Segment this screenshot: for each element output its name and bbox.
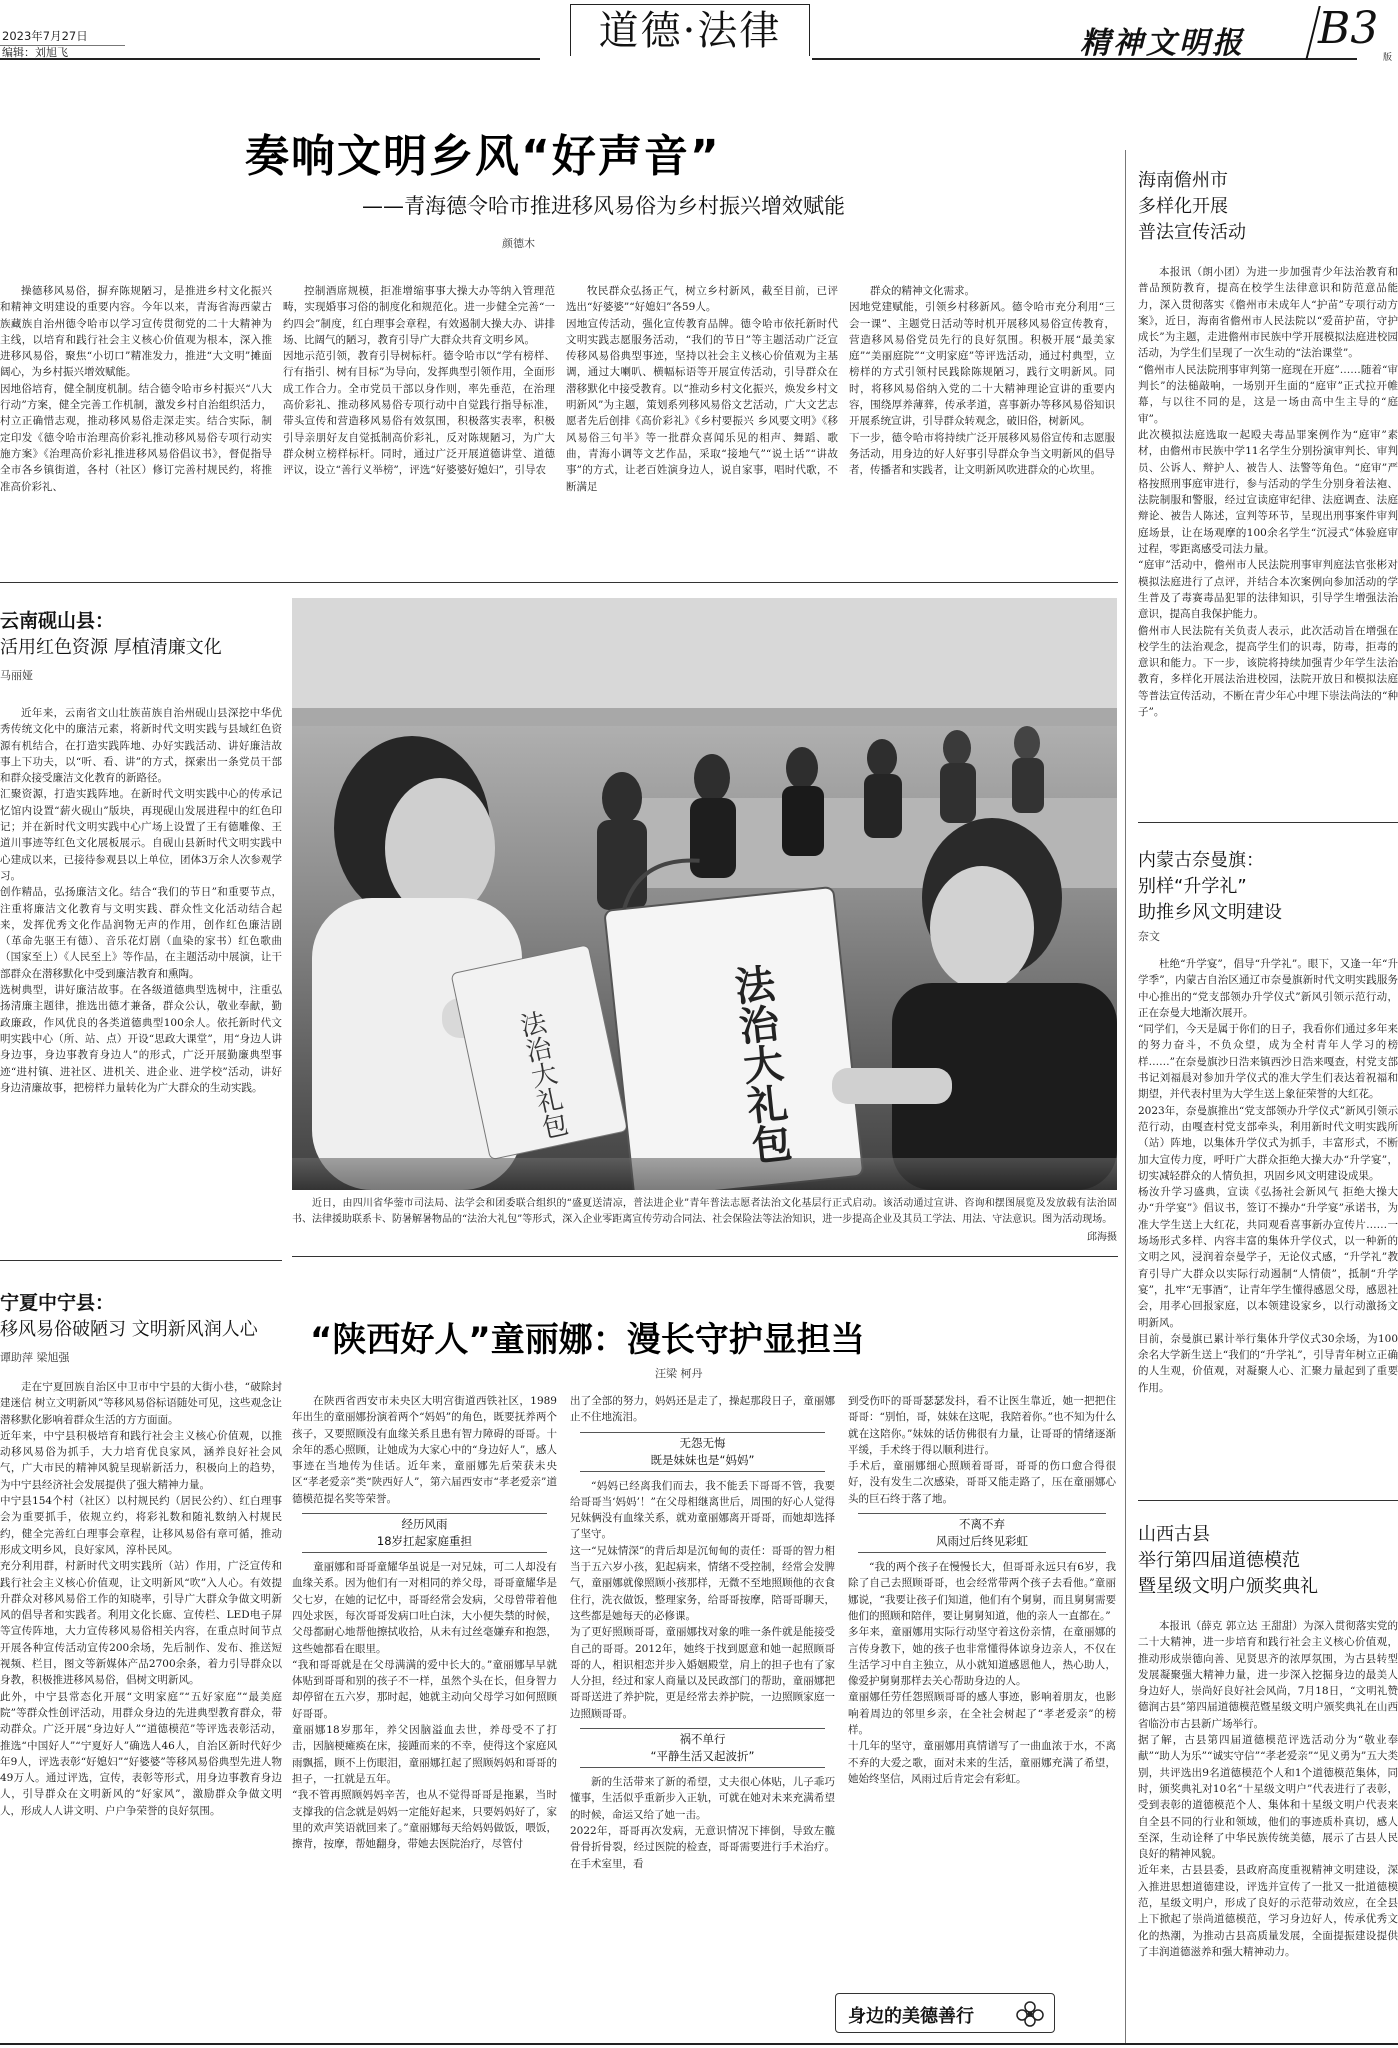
zhongning-subtitle: 移风易俗破陋习 文明新风润人心 — [0, 1319, 258, 1340]
news-photo — [292, 598, 1117, 1190]
danzhou-title-2: 多样化开展 — [1138, 196, 1228, 217]
column-label: 身边的美德善行 — [848, 2006, 974, 2027]
banner-notch-left — [540, 0, 570, 64]
right-story-naiman — [1138, 848, 1398, 1508]
feature-subhead-4: 不离不弃 风雨过后终见彩虹 — [858, 1513, 1106, 1553]
guxian-title-2: 举行第四届道德模范 — [1138, 1550, 1300, 1571]
masthead — [0, 0, 1398, 63]
main-col-1: 操德移风易俗，摒弃陈规陋习，是推进乡村文化振兴和精神文明建设的重要内容。今年以来，青海省海西蒙古族藏族自治州德令哈市以学习宣传贯彻党的二十大精神为主线，以培育和践行社会主义核心价值观为根本，深入推进移风易俗，聚焦“小切口”精准发力，推进“大文明”摊面阔心，为乡村振兴增效赋能。 因地俗培育，健全制度机制。结合德令哈市乡村振兴“八大行动”方案，健全完善工作机制，激发乡村自治组织活力，村立正确惜志观，推动移风易俗走深走实。结合实际，制定印发《德令哈市治理高价彩礼推动移风易俗专项行动实施方案》《治理高价彩礼推进移风易俗倡议书》，督促指导全市各乡镇街道，各村（社区）修订完善村规民约，将推准高价彩礼、 — [0, 285, 272, 493]
right-divider-2 — [1138, 1500, 1398, 1501]
bag-text-small: 法治大礼包 — [513, 1008, 570, 1142]
issue-date: 2023年7月27日 — [2, 29, 88, 43]
paper-name: 精神文明报 — [1080, 26, 1245, 61]
naiman-title-3: 助推乡风文明建设 — [1138, 902, 1282, 923]
guxian-title-1: 山西古县 — [1138, 1524, 1210, 1545]
main-title: 奏响文明乡风“好声音” — [245, 131, 721, 182]
yanshan-title: 云南砚山县： — [0, 610, 115, 632]
yanshan-author: 马丽娅 — [0, 669, 33, 682]
danzhou-body: 本报讯（朗小团）为进一步加强青少年法治教育和普品预防教育，提高在校学生法律意识和防范意品能力，深入贯彻落实《儋州市未成年人“护苗”专项行动方案》，近日，海南省儋州市人民法院以“爱苗护苗，守护成长”为主题，走进儋州市民族中学开展模拟法庭进校园活动，为学生们呈现了一次生动的“法治课堂”。 “儋州市人民法院刑事审判第一庭现在开庭”……随着“审判长”的法槌敲响，一场别开生面的“庭审”正式拉开帷幕，与以往不同的是，这是一场由高中生主导的“庭审”。 此次模拟法庭选取一起殴夫毒品罪案例作为“庭审”素材，由儋州市民族中学11名学生分别扮演审判长、审判员、公诉人、辩护人、被告人、法警等角色。“庭审”严格按照刑事庭审进行，参与活动的学生分别身着法袍、法院制服和警服，经过宣读庭审纪律、法庭调查、法庭辩论、被告人陈述，宣判等环节，呈现出刑事案件审判庭场景，让在场观摩的100余名学生“沉浸式”体验庭审过程，零距离感受司法力量。 “庭审”活动中，儋州市人民法院刑事审判庭法官张彬对模拟法庭进行了点评，并结合本次案例向参加活动的学生普及了毒赛毒品犯罪的法律知识，引导学生增强法治意识，提高自我保护能力。 儋州市人民法院有关负责人表示，此次活动旨在增强在校学生的法治观念，提高学生们的识毒，防毒，拒毒的意识和能力。下一步，该院将持续加强青少年学生法治教育，多样化开展法治进校园，法院开放日和模拟法庭等普法宣传活动，不断在青少年心中埋下崇法尚法的“种子”。 — [1138, 266, 1398, 719]
main-col-3: 牧民群众弘扬正气，树立乡村新风，截至目前，已评选出“好婆婆”“好媳妇”各59人。 因地宣传活动，强化宣传教育品牌。德令哈市依托新时代文明实践志愿服务活动，“我们的节日”等主题活动广泛宣传移风易俗典型事迹，坚持以社会主义核心价值观为主基调，通过大喇叭、横幅标语等开展宣传活动，引导群众在潜移默化中接受教育。以“推动乡村文化振兴，焕发乡村文明新风”为主题，策划系列移风易俗文艺活动，广大文艺志愿者先后创排《高价彩礼》《乡村要振兴 乡风要文明》《移风易俗三句半》等一批群众喜闻乐见的相声、舞蹈、歌曲，青海小调等文艺作品，采取“接地气”“说土话”“讲故事”的方式，让老百姓演身边人，说自家事，唱时代歌，不断满足 — [566, 285, 838, 493]
zhongning-title: 宁夏中宁县： — [0, 1292, 115, 1314]
photo-ceiling — [292, 598, 1117, 718]
section-title: 道德·法律 — [598, 8, 782, 54]
right-story-danzhou — [1138, 168, 1398, 818]
bag-text-main: 法治大礼包 — [726, 962, 795, 1166]
naiman-author: 奈文 — [1138, 930, 1160, 943]
feature-col-2: 出了全部的努力，妈妈还是走了，操起那段日子，童丽娜止不住地流泪。 无怨无悔 既是妹妹也是“妈妈” “妈妈已经离我们而去，我不能丢下哥哥不管，我要给哥哥当‘妈妈’！”在父母相继离世后，周围的好心人觉得兄妹俩没有血缘关系，就劝童丽娜离开哥哥，而她却选择了坚守。 这一“兄妹情深”的背后却是沉甸甸的责任：哥哥的智力相当于五六岁小孩，犯起病来，情绪不受控制，经常会发脾气，童丽娜就像照顾小孩那样，无微不至地照顾他的衣食住行，洗衣做饭，整理家务，给哥哥按摩，陪哥哥聊天，这些都是她每天的必修课。 为了更好照顾哥哥，童丽娜找对象的唯一条件就是能接受自己的哥哥。2012年，她终于找到愿意和她一起照顾哥哥的人，相识相恋并步入婚姻殿堂，肩上的担子也有了家人分担，经过和家人商量以及民政部门的帮助，童丽娜把哥哥送进了养护院，更是经常去养护院，一边照顾家庭一边照顾哥哥。 祸不单行 “平静生活又起波折” 新的生活带来了新的希望，丈夫很心体贴，儿子乖巧懂事，生活似乎重新步入正轨，可就在她对未来充满希望的时候，命运又给了她一击。 2022年，哥哥再次发病，无意识情况下摔倒，导致左髋骨骨折骨裂，经过医院的检查，哥哥需要进行手术治疗。在手术室里，看 — [570, 1395, 835, 1870]
guxian-title-3: 暨星级文明户颁奖典礼 — [1138, 1576, 1318, 1597]
main-author: 颜德木 — [502, 237, 535, 250]
masthead-rule-left — [0, 58, 540, 60]
main-col-4: 群众的精神文化需求。 因地党建赋能，引领乡村移新风。德令哈市充分利用“三会一课”、主题党日活动等时机开展移风易俗宣传教育，营造移风易俗党员先行的良好氛围。积极开展“最美家庭”“美丽庭院”“文明家庭”等评选活动，通过村典型，立榜样的方式引领村民践除陈规陋习，践行文明新风。同时，将移风易俗纳入党的二十大精神理论宣讲的重要内容，围绕厚养薄葬，传承孝道，喜事新办等移风易俗知识开展系统宣讲，引导群众转观念，破旧俗，树新风。 下一步，德令哈市将持续广泛开展移风易俗宣传和志愿服务活动，用身边的好人好事引导群众争当文明新风的倡导者，传播者和实践者，让文明新风吹进群众的心坎里。 — [849, 285, 1115, 477]
left-story-zhongning — [0, 1290, 282, 2040]
yanshan-subtitle: 活用红色资源 厚植清廉文化 — [0, 637, 222, 658]
main-col-2: 控制酒席规模，拒准增缩事事大操大办等纳入管理范畴，实现婚事习俗的制度化和规范化。进一步健全完善“一约四会”制度，红白理事会章程，有效遏制大操大办、讲排场、比阔气的陋习，教育引导广大群众共育文明乡风。 因地示范引领，教育引导树标杆。德令哈市以“学有榜样、行有指引、树有目标”为导向，发挥典型引领作用，全面形成工作合力。全市党员干部以身作则，率先垂范，在治理高价彩礼、推动移风易俗专项行动中自觉践行指导标准，带头宣传和营造移风易俗有效氛围，积极落实表率，积极引导亲朋好友自觉抵制高价彩礼，反对陈规陋习，为广大群众树立榜样标杆。同时，通过广泛开展道德讲堂、道德评议，设立“善行义举榜”，评选“好婆婆好媳妇”，引导农 — [283, 285, 555, 477]
left-story-divider — [0, 1260, 282, 1261]
left-story-yanshan — [0, 608, 282, 1243]
main-article-bottom-rule — [0, 582, 1118, 583]
page-suffix: 版 — [1383, 53, 1393, 63]
photo-credit: 邱海摄 — [1087, 1232, 1117, 1243]
section-banner — [540, 0, 840, 64]
right-divider-1 — [1138, 822, 1398, 823]
feature-subhead-3: 祸不单行 “平静生活又起波折” — [580, 1728, 825, 1768]
naiman-body: 杜绝“升学宴”，倡导“升学礼”。眼下，又逢一年“升学季”，内蒙古自治区通辽市奈曼旗新时代文明实践服务中心推出的“党支部领办升学仪式”新风引领示范行动，正在奈曼大地渐次展开。 “同学们，今天是属于你们的日子，我看你们通过多年来的努力奋斗，不负众望，成为全村青年人学习的榜样……”在奈曼旗沙日浩来镇西沙日浩来嘎查，村党支部书记刘福晨对参加升学仪式的准大学生们表达着祝福和期望，并代表村里为大学生送上象征荣誉的大红花。 2023年，奈曼旗推出“党支部领办升学仪式”新风引领示范行动，由嘎查村党支部牵头，利用新时代文明实践所（站）阵地，以集体升学仪式为抓手，丰富形式，不断加大宣传力度，呼吁广大群众拒绝大操大办“升学宴”，切实减轻群众的人情负担，巩固乡风文明建设成果。 杨汝升学习盛典，宣读《弘扬社会新风气 拒绝大操大办“升学宴”》倡议书，签订不操办“升学宴”承诺书，为准大学生送上大红花，共同观看喜事新办宣传片……一场场形式多样、内容丰富的集体升学仪式，以一种新的文明之风，浸润着奈曼学子，无论仪式感，“升学礼”教育引导广大群众以实际行动遏制“人情债”，抵制“升学宴”，扎牢“无事酒”，让青年学生懂得感恩父母，感恩社会，用孝心回报家庭，以本领建设家乡，以行动激扬文明新风。 目前，奈曼旗已累计举行集体升学仪式30余场，为100余名大学新生送上“我们的“升学礼”，引导青年树立正确的人生观，价值观，对凝聚人心、汇聚力量起到了重要作用。 — [1138, 958, 1398, 1394]
feature-col-3: 到受伤吓的哥哥瑟瑟发抖，看不让医生靠近，她一把把住哥哥：“别怕，哥，妹妹在这呢，我陪着你。”也不知为什么就在这陪你。”妹妹的话仿佛很有力量，让哥哥的情绪逐渐平缓，手术终于得以顺利进行。 手术后，童丽娜细心照顾着哥哥，哥哥的伤口愈合得很好，没有发生二次感染，哥哥又能走路了，压在童丽娜心头的巨石终于落了地。 不离不弃 风雨过后终见彩虹 “我的两个孩子在慢慢长大，但哥哥永远只有6岁，我除了自己去照顾哥哥，也会经常带两个孩子去看他。”童丽娜说，“我要让孩子们知道，他们有个舅舅，而且舅舅需要他们的照顾和陪伴，要让舅舅知道，他的亲人一直都在。” 多年来，童丽娜用实际行动坚守着这份亲情，在童丽娜的言传身教下，她的孩子也非常懂得体谅身边亲人，不仅在生活学习中自主独立，从小就知道感恩他人，热心助人，像爱护舅舅那样去关心帮助身边的人。 童丽娜任劳任怨照顾哥哥的感人事迹，影响着朋友，也影响着周边的邻里乡亲，在全社会树起了“孝老爱亲”的榜样。 十几年的坚守，童丽娜用真情谱写了一曲血浓于水，不离不弃的大爱之歌，面对未来的生活，童丽娜充满了希望，她始终坚信，风雨过后肯定会有彩虹。 — [848, 1395, 1116, 1785]
feature-col-1: 在陕西省西安市未央区大明宫街道西铁社区，1989年出生的童丽娜扮演着两个“妈妈”的角色，既要抚养两个孩子，又要照顾没有血缘关系且患有智力障碍的哥哥。十余年的悉心照顾，让她成为大家心中的“身边好人”，感人事迹在当地传为佳话。近年来，童丽娜先后荣获未央区“孝老爱亲”类“陕西好人”，第六届西安市“孝老爱亲”道德模范提名奖等荣誉。 经历风雨 18岁扛起家庭重担 童丽娜和哥哥童耀华虽说是一对兄妹，可二人却没有血缘关系。因为他们有一对相同的养父母，哥哥童耀华是父七岁，在她的记忆中，哥哥经常会发病，父母曾带着他四处求医，每次哥哥发病口吐白沫，大小便失禁的时候，父母都耐心地帮他擦拭收拾，从未有过丝毫嫌弃和抱怨，这些她都看在眼里。 “我和哥哥就是在父母满满的爱中长大的。”童丽娜早早就体贴到哥哥和别的孩子不一样，虽然个头在长，但身智力却停留在五六岁，那时起，她就主动向父母学习如何照顾好哥哥。 童丽娜18岁那年，养父因脑溢血去世，养母受不了打击，因脑梗瘫痪在床，接踵而来的不幸，使得这个家庭风雨飘摇，顾不上伤眼泪，童丽娜扛起了照顾妈妈和哥哥的担子，一扛就是五年。 “我不管再照顾妈妈辛苦，也从不觉得哥哥是拖累，当时支撑我的信念就是妈妈一定能好起来，只要妈妈好了，家里的欢声笑语就回来了。”童丽娜每天给妈妈做饭，喂饭，擦背，按摩，帮她翻身，带她去医院治疗，尽管付 — [292, 1395, 557, 1851]
right-story-guxian — [1138, 1522, 1398, 2042]
main-article — [0, 110, 1118, 580]
zhongning-body: 走在宁夏回族自治区中卫市中宁县的大街小巷，“破除封建迷信 树立文明新风”等移风易俗标语随处可见，这些观念让潜移默化影响着群众生活的方方面面。 近年来，中宁县积极培育和践行社会主义核心价值观，以推动移风易俗为抓手，大力培育优良家风，涵养良好社会风气，广大市民的精神风貌呈现崭新活力，积极向上的趋势，为中宁县经济社会发展提供了强大精神力量。 中宁县154个村（社区）以村规民约（居民公约）、红白理事会为重要抓手，依规立约，将彩礼数和随礼数纳入村规民约，健全完善红白理事会章程，让移风易俗有章可循，推动形成文明乡风，良好家风，淳朴民风。 充分利用群，村新时代文明实践所（站）作用，广泛宣传和践行社会主义核心价值观，让文明新风“吹”入人心。有效提升群众对移风易俗工作的知晓率，引导广大群众争做文明新风的倡导者和实践者。利用文化长廊、宣传栏、LED电子屏等宣传阵地，大力宣传移风易俗相关内容，在重点时间节点开展各种宣传活动宣传200余场，先后制作、发布、推送短视频、栏目，图文等新媒体产品2700余条，着力引导群众以身教，积极推进移风易俗，倡树文明新风。 此外，中宁县常态化开展“文明家庭”“五好家庭”“最美庭院”等群众性创评活动，用群众身边的先进典型教育群众，带动群众。广泛开展“身边好人”“道德模范”等评选表彰活动，推选“中国好人”“宁夏好人”确选人46人，自治区新时代好少年9人，评选表彰“好媳妇”“好婆婆”等移风易俗典型先进人物49万人。通过评选，宣传，表彰等形式，用身边事教育身边人，引导群众在文明新风的“好家风”，激励群众争做文明人，形成人人讲文明、户户争荣誉的良好氛围。 — [0, 1381, 282, 1817]
feature-title: “陕西好人”童丽娜：漫长守护显担当 — [310, 1320, 865, 1360]
yanshan-body: 近年来，云南省文山壮族苗族自治州砚山县深挖中华优秀传统文化中的廉洁元素，将新时代文明实践与县域红色资源有机结合，在打造实践阵地、办好实践活动、讲好廉洁故事上下功夫，以“听、看、讲”的方式，探索出一条党员干部和群众接受廉洁文化教育的新路径。 汇聚资源，打造实践阵地。在新时代文明实践中心的传承记忆馆内设置“薪火砚山”版块，再现砚山发展进程中的红色印记；并在新时代文明实践中心广场上设置了王有德雕像、王道川事迹等红色文化展板展示。自砚山县新时代文明实践中心建成以来，已接待参观县以上单位，团体3万余人次参观学习。 创作精品，弘扬廉洁文化。结合“我们的节日”和重要节点，注重将廉洁文化教育与文明实践、群众性文化活动结合起来，发挥优秀文化作品润物无声的作用，创作红色廉洁剧（革命先驱王有德）、音乐花灯剧（血染的家书）红色歌曲（国家至上）《人民至上》等作品，在主题活动中展演，让干部群众在潜移默化中受到廉洁教育和熏陶。 选树典型，讲好廉洁故事。在各级道德典型选树中，注重弘扬清廉主题律，推选出德才兼备，群众公认，敬业奉献，勤政廉政，作风优良的各类道德典型100余人。依托新时代文明实践中心（所、站、点）开设“思政大课堂”，用“身边人讲身边事，身边事教育身边人”的形式，广泛开展勤廉典型事迹“进村镇、进社区、进机关、进企业、进学校”活动，讲好身边清廉故事，把榜样力量转化为广大群众的生动实践。 — [0, 707, 282, 1094]
right-column-divider — [1125, 150, 1126, 2045]
flower-ornament-icon — [1012, 1997, 1048, 2031]
naiman-title-1: 内蒙古奈曼旗： — [1138, 850, 1264, 871]
page-bottom-rule — [0, 2043, 1398, 2045]
feature-subhead-2: 无怨无悔 既是妹妹也是“妈妈” — [580, 1432, 825, 1472]
photo-bottom-rule — [292, 1256, 1118, 1257]
main-subtitle: ——青海德令哈市推进移风易俗为乡村振兴增效赋能 — [362, 194, 845, 218]
feature-subhead-1: 经历风雨 18岁扛起家庭重担 — [302, 1513, 547, 1553]
editor-credit: 编辑：刘旭飞 — [2, 46, 68, 59]
column-label-box — [835, 1993, 1055, 2033]
guxian-body: 本报讯（薛克 郭立达 王甜甜）为深入贯彻落实党的二十大精神，进一步培育和践行社会主义核心价值观，推动形成崇德向善、见贤思齐的浓厚氛围，为古县转型发展凝聚强大精神力量，进一步深入挖掘身边的最美人身边好人，崇尚好良好社会风尚，7月18日，“文明礼赞 德润古县”第四届道德模范暨星级文明户颁奖典礼在山西省临汾市古县新广场举行。 据了解，古县第四届道德模范评选活动分为“敬业奉献”“助人为乐”“诚实守信”“孝老爱亲”“见义勇为”五大类别，共评选出9名道德模范个人和1个道德模范集体，同时，颁奖典礼对10名“十星级文明户”代表进行了表彰，受到表彰的道德模范个人、集体和十星级文明户代表来自全县不同的行业和领域，他们的事迹质朴真切，感人至深，生动诠释了中华民族传统美德，展示了古县人民良好的精神风貌。 近年来，古县县委，县政府高度重视精神文明建设，深入推进思想道德建设，评选并宣传了一批又一批道德模范，星级文明户，形成了良好的示范带动效应，在全县上下掀起了崇尚道德模范，学习身边好人，传承优秀文化的热潮，为推动古县高质量发展，全面提振建设提供了丰润道德滋养和强大精神动力。 — [1138, 1620, 1398, 1958]
feature-article — [292, 1260, 1118, 2045]
zhongning-author: 谭助萍 梁旭强 — [0, 1351, 70, 1364]
danzhou-title-3: 普法宣传活动 — [1138, 222, 1246, 243]
page-number: B3 — [1318, 3, 1379, 54]
naiman-title-2: 别样“升学礼” — [1138, 876, 1247, 897]
photo-caption: 近日，由四川省华蓥市司法局、法学会和团委联合组织的“盛夏送清凉，普法进企业”青年普法志愿者法治文化基层行正式启动。该活动通过宣讲、咨询和摆图展览及发放载有法治固书、法律援助联系卡、防暑解暑物品的“法治大礼包”等形式，深入企业零距离宣传劳动合同法、社会保险法等法治知识，进一步提高企业及其员工学法、用法、守法意识。图为活动现场。 邱海摄 — [292, 1198, 1117, 1243]
danzhou-title-1: 海南儋州市 — [1138, 170, 1228, 191]
feature-author: 汪梁 柯丹 — [655, 1367, 703, 1380]
